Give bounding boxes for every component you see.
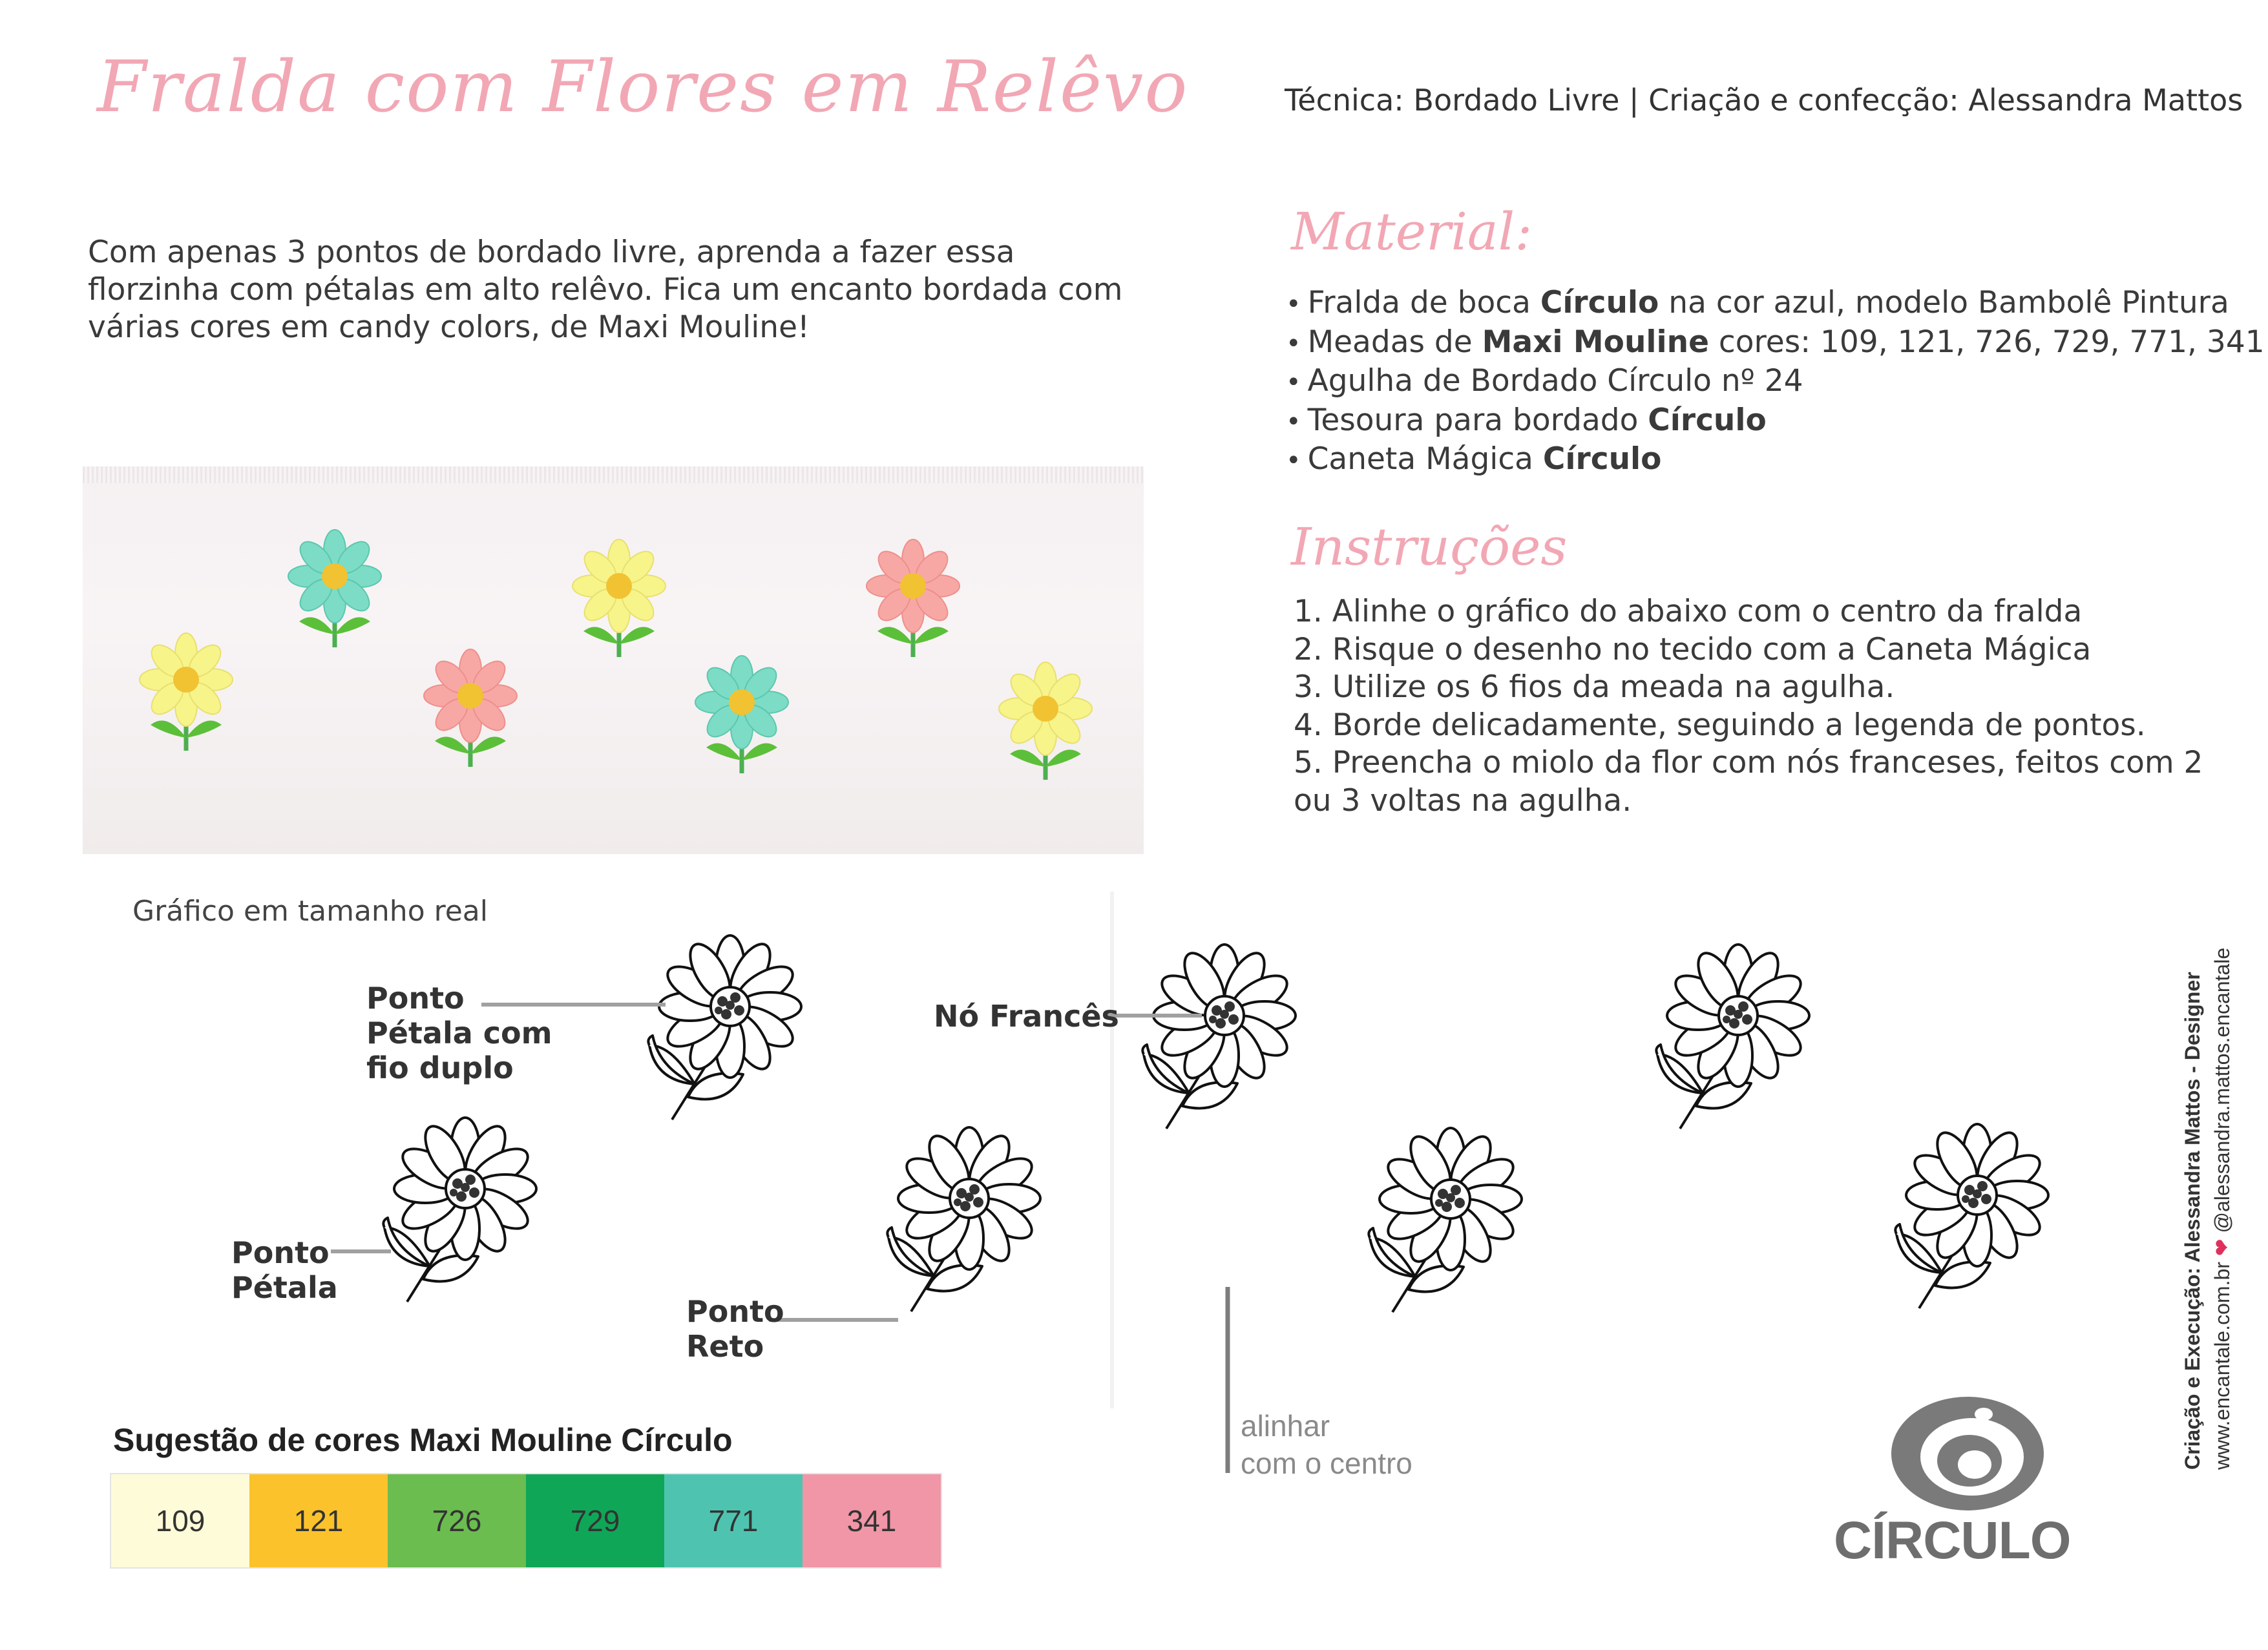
instruction-item: 5. Preencha o miolo da flor com nós franceses, feitos com 2 ou 3 voltas na agulha. [1294,745,2203,819]
side-credits-links: www.encantale.com.br ❤ @alessandra.mattos.encantale [2210,947,2234,1470]
embroidered-flowers-illustration [83,466,1144,854]
chart-flower [383,1118,536,1302]
intro-paragraph: Com apenas 3 pontos de bordado livre, aprenda a fazer essa florzinha com pétalas em alto relêvo. Fica um encanto bordada com várias cores em candy colors, de Maxi Mouline! [88,235,1123,345]
instructions-list [1294,593,2224,820]
chart-label: Gráfico em tamanho real [132,895,488,928]
swatch: 109 [111,1474,249,1567]
chart-flower [1895,1124,2048,1308]
instruction-item: 4. Borde delicadamente, seguindo a legenda de pontos. [1294,707,2146,743]
photo-flower [140,633,233,751]
swatch: 729 [526,1474,664,1567]
instruction-item: 1. Alinhe o gráfico do abaixo com o centro da fralda [1294,594,2083,629]
page-title: Fralda com Flores em Relêvo [97,45,1189,128]
photo-flower [866,539,960,657]
instruction-item: 2. Risque o desenho no tecido com a Caneta Mágica [1294,631,2092,667]
circulo-logo-text: CÍRCULO [1834,1511,2071,1570]
circulo-logo-icon [1887,1392,2048,1515]
material-title: Material: [1291,202,1533,262]
photo-flower [999,662,1092,780]
instructions-title: Instruções [1291,517,1568,577]
photo-flower [572,539,666,657]
align-note: alinhar com o centro [1241,1409,1412,1480]
photo-flower [424,649,517,767]
credits-line: Técnica: Bordado Livre | Criação e confecção: Alessandra Mattos [1285,83,2243,118]
chart-flower [1656,945,1809,1129]
chart-flower [648,935,801,1120]
chart-flower [1142,945,1296,1129]
callout-petal-double: Ponto Pétala com fio duplo [366,981,552,1085]
swatch: 726 [388,1474,526,1567]
embroidery-photo [83,466,1144,854]
pattern-chart [0,892,2210,1473]
heart-icon: ❤ [2210,1238,2234,1257]
chart-flower [1369,1128,1522,1312]
material-item: • Caneta Mágica Círculo [1286,441,2265,480]
material-list [1286,284,2265,480]
instruction-item: 3. Utilize os 6 fios da meada na agulha. [1294,669,1895,705]
side-credits-main: Criação e Execução: Alessandra Mattos - Designer [2181,972,2204,1470]
callout-straight: Ponto Reto [686,1294,784,1364]
palette-swatches [110,1473,942,1569]
material-item: • Fralda de boca Círculo na cor azul, modelo Bambolê Pintura [1286,284,2265,324]
callout-french-knot: Nó Francês [934,999,1119,1034]
callout-petal: Ponto Pétala [231,1235,338,1305]
chart-flower [887,1127,1040,1311]
swatch: 341 [803,1474,941,1567]
photo-flower [288,530,381,647]
material-item: • Agulha de Bordado Círculo nº 24 [1286,362,2265,402]
swatch: 771 [664,1474,803,1567]
material-item: • Tesoura para bordado Círculo [1286,402,2265,441]
material-item: • Meadas de Maxi Mouline cores: 109, 121, 726, 729, 771, 341 [1286,324,2265,363]
swatch: 121 [249,1474,388,1567]
palette-title: Sugestão de cores Maxi Mouline Círculo [113,1422,733,1458]
photo-flower [695,656,788,773]
